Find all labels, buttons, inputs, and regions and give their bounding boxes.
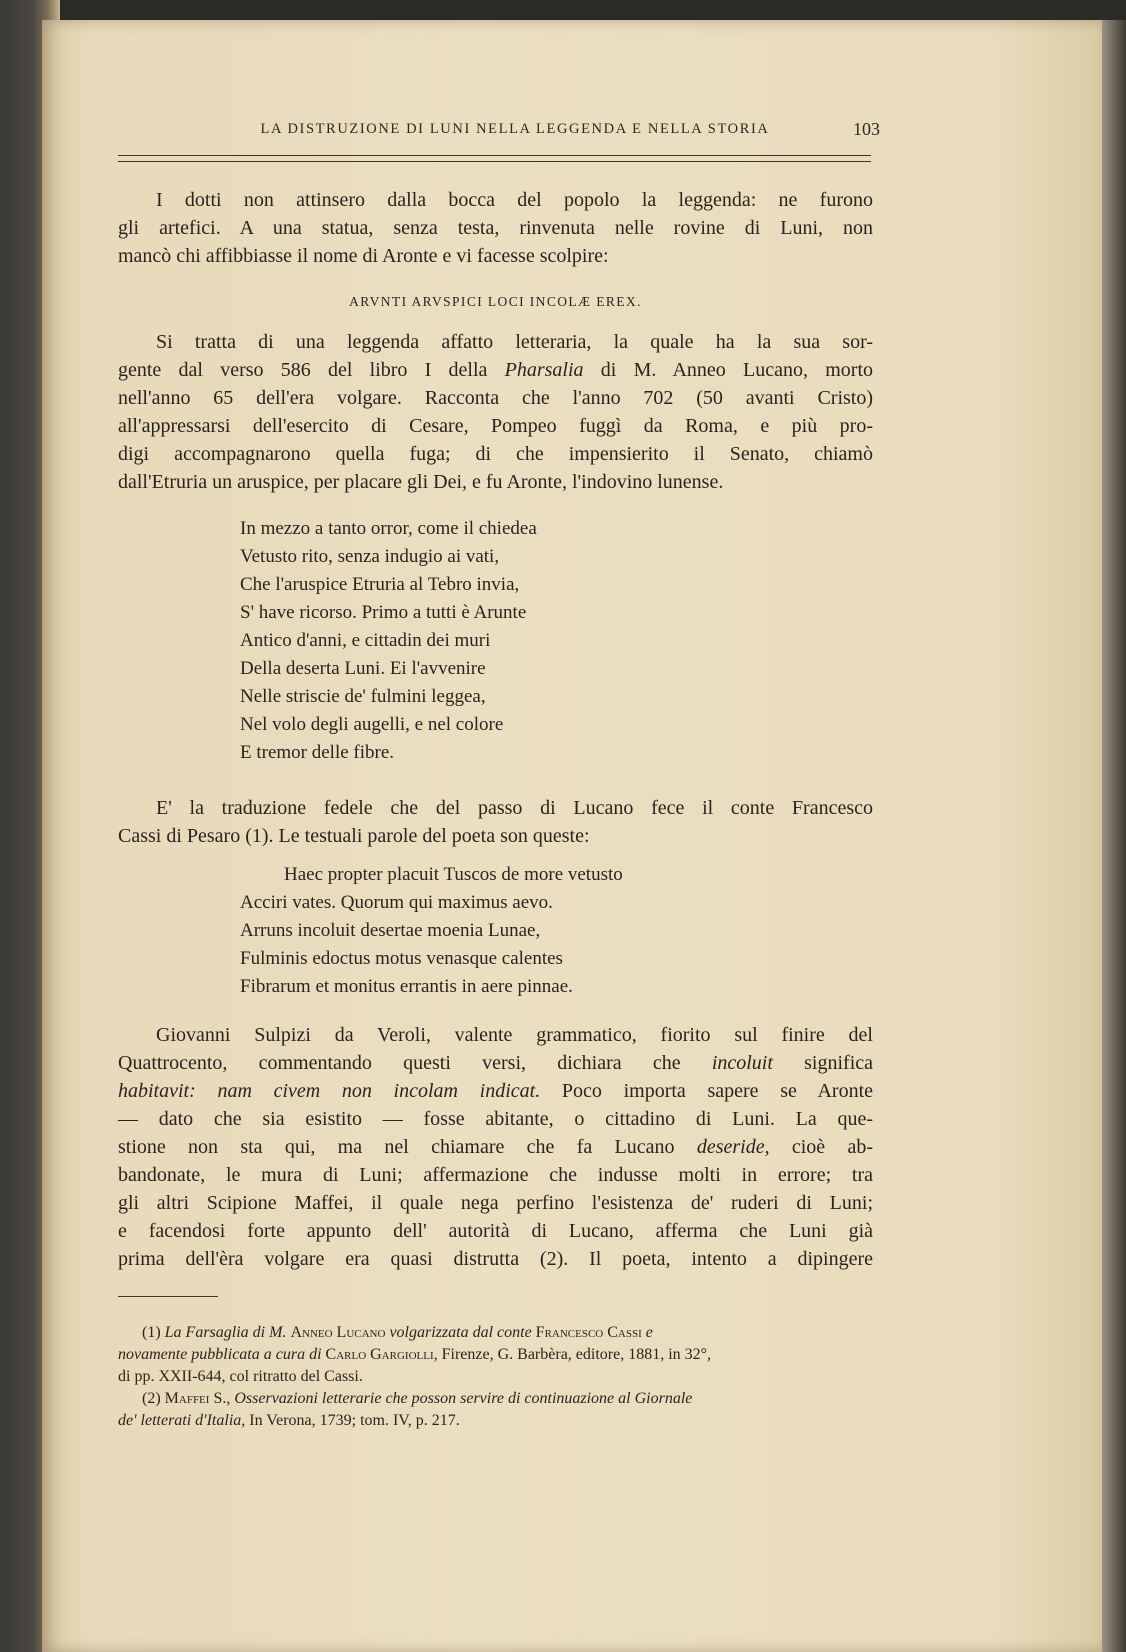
text-span: Quattrocento, commentando questi versi, dichiara che: [118, 1052, 681, 1074]
text-line: Giovanni Sulpizi da Veroli, valente grammatico, fiorito sul finire del: [156, 1024, 873, 1046]
paragraph-3: [118, 794, 873, 850]
verse-line: Vetusto rito, senza indugio ai vati,: [240, 546, 500, 567]
text-span: S.,: [213, 1390, 231, 1407]
text-line: dall'Etruria un aruspice, per placare gli Dei, e fu Aronte, l'indovino lunense.: [118, 471, 724, 493]
footnote-marker: (2): [142, 1390, 161, 1407]
text-span: de' letterati d'Italia,: [118, 1412, 246, 1429]
text-span: In Verona, 1739; tom. IV, p. 217.: [249, 1412, 460, 1429]
verse-line: Antico d'anni, e cittadin dei muri: [240, 630, 491, 651]
text-span: , Firenze, G. Barbèra, editore, 1881, in 32°,: [433, 1346, 712, 1363]
latin-quote: habitavit: nam civem non incolam indicat.: [118, 1080, 541, 1102]
text-span: stione non sta qui, ma nel chiamare che fa Lucano: [118, 1136, 675, 1158]
text-line: [118, 1049, 873, 1077]
text-line: I dotti non attinsero dalla bocca del popolo la leggenda: ne furono: [156, 189, 873, 211]
latin-word: deseride,: [696, 1136, 770, 1158]
page-edge-shadow: [1102, 20, 1126, 1652]
paragraph-4: [118, 1021, 873, 1273]
text-line: bandonate, le mura di Luni; affermazione che indusse molti in errore; tra: [118, 1164, 873, 1186]
verse-line: Fulminis edoctus motus venasque calentes: [240, 948, 563, 969]
footnote-line: [118, 1410, 873, 1432]
text-line: [118, 356, 873, 384]
header-rule: [118, 155, 871, 162]
text-span: cioè ab-: [791, 1136, 874, 1158]
text-span: volgarizzata dal conte: [389, 1324, 532, 1341]
text-line: [118, 1077, 873, 1105]
verse-line: Arruns incoluit desertae moenia Lunae,: [240, 920, 541, 941]
running-title: LA DISTRUZIONE DI LUNI NELLA LEGGENDA E NELLA STORIA: [260, 121, 770, 137]
latin-word: incoluit: [711, 1052, 773, 1074]
footnote-marker: (1): [142, 1324, 161, 1341]
footnote-line: [118, 1344, 873, 1366]
verse-line: Fibrarum et monitus errantis in aere pinnae.: [240, 976, 573, 997]
text-span: La Farsaglia di M.: [164, 1324, 287, 1341]
footnote-line: di pp. XXII-644, col ritratto del Cassi.: [118, 1368, 363, 1385]
verse-line: Haec propter placuit Tuscos de more vetusto: [284, 864, 623, 885]
verse-line: Acciri vates. Quorum qui maximus aevo.: [240, 892, 553, 913]
translator-name: Francesco Cassi: [535, 1324, 642, 1341]
verse-italian: [240, 515, 800, 767]
text-line: digi accompagnarono quella fuga; di che impensierito il Senato, chiamò: [118, 443, 873, 465]
text-line: Cassi di Pesaro (1). Le testuali parole del poeta son queste:: [118, 825, 590, 847]
paragraph-2: [118, 328, 873, 496]
book-title: Pharsalia: [504, 359, 584, 381]
verse-line: Nel volo degli augelli, e nel colore: [240, 714, 504, 735]
text-span: e: [645, 1324, 653, 1341]
paragraph-1: [118, 186, 873, 270]
text-line: — dato che sia esistito — fosse abitante, o cittadino di Luni. La que-: [118, 1108, 873, 1130]
verse-line: E tremor delle fibre.: [240, 742, 395, 763]
text-line: prima dell'èra volgare era quasi distrutta (2). Il poeta, intento a dipingere: [118, 1248, 873, 1270]
author-name: Anneo Lucano: [290, 1324, 386, 1341]
text-span: gente dal verso 586 del libro I della: [118, 359, 488, 381]
editor-name: Carlo Gargiolli: [325, 1346, 434, 1363]
footnotes: [118, 1322, 873, 1432]
verse-line: Della deserta Luni. Ei l'avvenire: [240, 658, 486, 679]
verse-line: Che l'aruspice Etruria al Tebro invia,: [240, 574, 520, 595]
footnote-rule: [118, 1296, 218, 1297]
text-span: di M. Anneo Lucano, morto: [600, 359, 873, 381]
verse-line: In mezzo a tanto orror, come il chiedea: [240, 518, 537, 539]
text-line: Si tratta di una leggenda affatto letteraria, la quale ha la sua sor-: [156, 331, 873, 353]
text-line: e facendosi forte appunto dell' autorità di Lucano, afferma che Luni già: [118, 1220, 873, 1242]
verse-latin: [240, 861, 800, 1001]
footnote-line: [118, 1322, 873, 1344]
inscription: ARVNTI ARVSPICI LOCI INCOLÆ EREX.: [349, 294, 642, 309]
verse-line: S' have ricorso. Primo a tutti è Arunte: [240, 602, 527, 623]
text-span: significa: [804, 1052, 874, 1074]
footnote-line: [118, 1388, 873, 1410]
text-line: gli artefici. A una statua, senza testa, rinvenuta nelle rovine di Luni, non: [118, 217, 873, 239]
text-line: [118, 1133, 873, 1161]
author-name: Maffei: [164, 1390, 210, 1407]
text-line: gli altri Scipione Maffei, il quale nega perfino l'esistenza de' ruderi di Luni;: [118, 1192, 873, 1214]
text-line: mancò chi affibbiasse il nome di Aronte e vi facesse scolpire:: [118, 245, 609, 267]
text-span: novamente pubblicata a cura di: [118, 1346, 322, 1363]
text-span: Osservazioni letterarie che posson servire di continuazione al Giornale: [234, 1390, 693, 1407]
text-line: all'appressarsi dell'esercito di Cesare, Pompeo fuggì da Roma, e più pro-: [118, 415, 873, 437]
page-number: 103: [853, 119, 880, 139]
text-span: Poco importa sapere se Aronte: [561, 1080, 873, 1102]
text-line: nell'anno 65 dell'era volgare. Racconta che l'anno 702 (50 avanti Cristo): [118, 387, 873, 409]
verse-line: Nelle striscie de' fulmini leggea,: [240, 686, 486, 707]
text-line: E' la traduzione fedele che del passo di Lucano fece il conte Francesco: [156, 797, 873, 819]
